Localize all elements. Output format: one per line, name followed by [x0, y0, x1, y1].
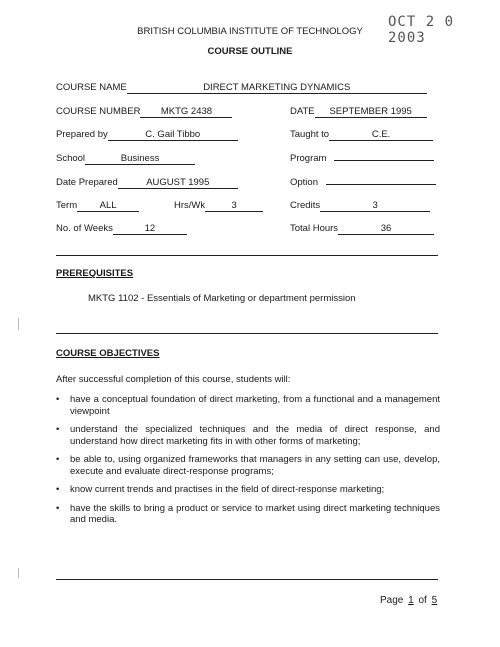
- list-item: • have a conceptual foundation of direct marketing, from a functional and a management viewpoint: [56, 394, 440, 417]
- page-of-label: of: [418, 595, 427, 606]
- program-value: [334, 160, 434, 161]
- credits-value: 3: [320, 200, 430, 212]
- list-item: • be able to, using organized frameworks that managers in any setting can use, develop, execute and evaluate direct-response programs;: [56, 454, 440, 477]
- section-divider: [56, 255, 438, 256]
- total-hours-label: Total Hours: [290, 223, 339, 234]
- objectives-list: [56, 394, 440, 533]
- term-field: [56, 200, 139, 212]
- program-field: [290, 153, 434, 164]
- course-number-value: MKTG 2438: [140, 106, 232, 118]
- objectives-intro: After successful completion of this course, students will:: [56, 374, 291, 385]
- course-number-label: COURSE NUMBER: [56, 106, 141, 117]
- prepared-by-field: [56, 129, 238, 141]
- school-value: Business: [85, 153, 195, 165]
- course-objectives-heading: COURSE OBJECTIVES: [56, 348, 160, 359]
- option-label: Option: [290, 177, 318, 188]
- school-label: School: [56, 153, 86, 164]
- prerequisites-heading: PREREQUISITES: [56, 268, 134, 279]
- course-name-value: DIRECT MARKETING DYNAMICS: [127, 82, 427, 94]
- taught-to-value: C.E.: [329, 129, 433, 141]
- date-field: [290, 106, 427, 118]
- prerequisites-text: MKTG 1102 - Essentials of Marketing or department permission: [88, 293, 356, 304]
- taught-to-label: Taught to: [290, 129, 330, 140]
- page-current: 1: [408, 595, 414, 606]
- received-date-stamp: OCT 2 0 2003: [388, 14, 455, 46]
- no-of-weeks-value: 12: [113, 223, 187, 235]
- date-prepared-field: [56, 177, 238, 189]
- list-item: • have the skills to bring a product or service to market using direct marketing techniques and media.: [56, 503, 440, 526]
- term-label: Term: [56, 200, 78, 211]
- date-value: SEPTEMBER 1995: [315, 106, 427, 118]
- hrs-wk-value: 3: [205, 200, 263, 212]
- page-label: Page: [380, 595, 404, 606]
- hrs-wk-field: [174, 200, 263, 212]
- no-of-weeks-field: [56, 223, 187, 235]
- footer-divider: [56, 579, 438, 580]
- no-of-weeks-label: No. of Weeks: [56, 223, 113, 234]
- list-item: • understand the specialized techniques and the media of direct response, and understand how direct marketing fits in with other forms of marketing;: [56, 424, 440, 447]
- institution-name: BRITISH COLUMBIA INSTITUTE OF TECHNOLOGY: [137, 26, 363, 37]
- total-hours-value: 36: [338, 223, 434, 235]
- date-prepared-label: Date Prepared: [56, 177, 118, 188]
- course-name-field: [56, 82, 427, 94]
- scan-mark: [18, 568, 19, 578]
- prepared-by-label: Prepared by: [56, 129, 108, 140]
- course-number-field: [56, 106, 232, 118]
- hrs-wk-label: Hrs/Wk: [174, 200, 206, 211]
- scan-mark: [18, 318, 19, 330]
- list-item: • know current trends and practises in the field of direct-response marketing;: [56, 484, 440, 496]
- credits-label: Credits: [290, 200, 321, 211]
- credits-field: [290, 200, 430, 212]
- page-number: [380, 595, 439, 606]
- date-prepared-value: AUGUST 1995: [118, 177, 238, 189]
- document-title: COURSE OUTLINE: [207, 46, 293, 57]
- school-field: [56, 153, 195, 165]
- section-divider: [56, 333, 438, 334]
- total-hours-field: [290, 223, 434, 235]
- option-value: [326, 184, 436, 185]
- term-value: ALL: [77, 200, 139, 212]
- prepared-by-value: C. Gail Tibbo: [108, 129, 238, 141]
- page-total: 5: [431, 595, 438, 606]
- course-name-label: COURSE NAME: [56, 82, 127, 93]
- option-field: [290, 177, 436, 188]
- program-label: Program: [290, 153, 327, 164]
- taught-to-field: [290, 129, 433, 141]
- date-label: DATE: [290, 106, 315, 117]
